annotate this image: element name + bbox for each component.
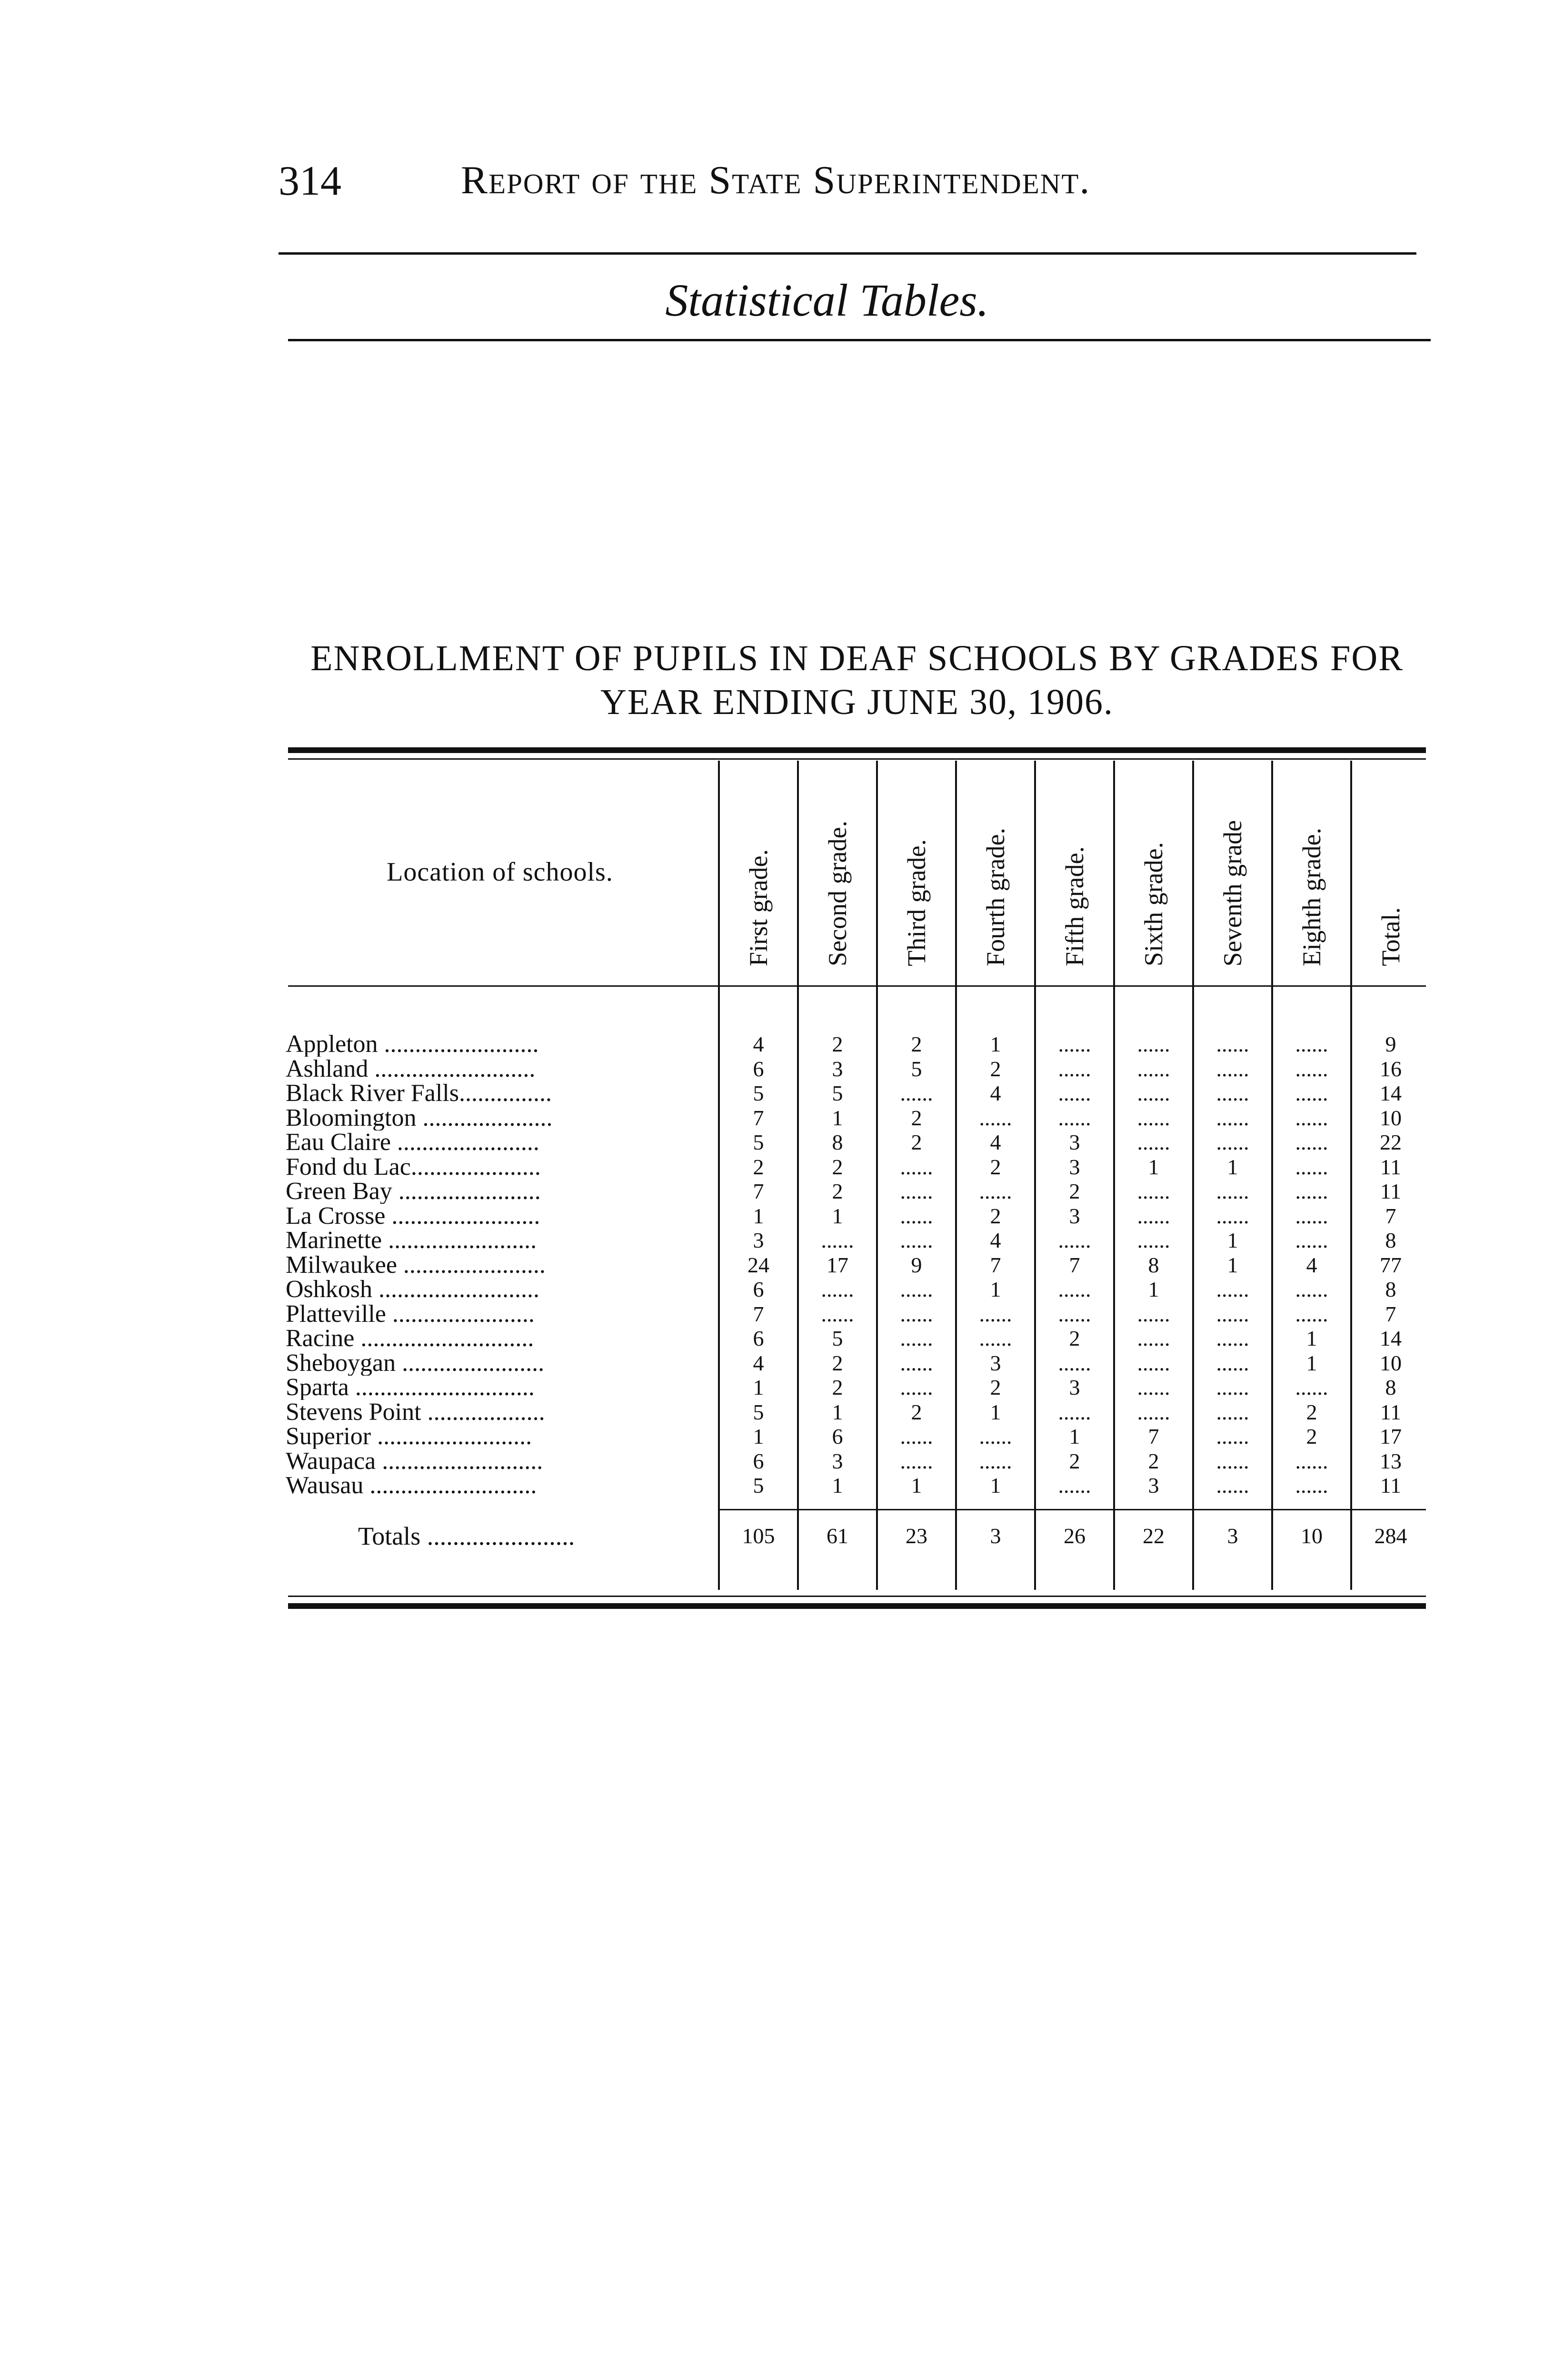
table-cell: ...... <box>1216 1081 1249 1105</box>
table-cell: 4 <box>990 1130 1001 1154</box>
table-cell: ...... <box>900 1302 933 1326</box>
school-location: Milwaukee ....................... <box>286 1253 546 1278</box>
table-cell: 77 <box>1380 1253 1402 1277</box>
table-cell: 2 <box>832 1375 843 1399</box>
table-cell: ...... <box>979 1326 1012 1350</box>
table-cell: ...... <box>1058 1057 1091 1081</box>
table-cell: 11 <box>1380 1400 1402 1424</box>
table-cell: 14 <box>1380 1326 1402 1350</box>
school-location: Wausau ........................... <box>286 1473 537 1498</box>
table-cell: 1 <box>1148 1277 1159 1301</box>
school-location: Marinette ........................ <box>286 1228 537 1253</box>
table-cell: ...... <box>1216 1351 1249 1375</box>
running-title: Report of the State Superintendent. <box>461 158 1091 202</box>
table-cell: ...... <box>1137 1057 1170 1081</box>
table-cell: 7 <box>1385 1302 1396 1326</box>
table-cell: 3 <box>753 1228 764 1252</box>
table-cell: 1 <box>911 1473 922 1497</box>
table-cell: ...... <box>1137 1130 1170 1154</box>
table-cell: ...... <box>1137 1179 1170 1203</box>
table-cell: 6 <box>753 1326 764 1350</box>
table-cell: 2 <box>832 1179 843 1203</box>
table-cell: ...... <box>979 1302 1012 1326</box>
table-cell: 4 <box>753 1032 764 1056</box>
col-header-fifth-grade: Fifth grade. <box>1060 846 1089 966</box>
table-cell: ...... <box>1295 1155 1328 1179</box>
col-header-fourth-grade: Fourth grade. <box>981 828 1010 966</box>
section-title: Statistical Tables. <box>665 275 989 326</box>
table-cell: 11 <box>1380 1179 1402 1203</box>
table-cell: 17 <box>1380 1424 1402 1448</box>
table-title-line-1: ENROLLMENT OF PUPILS IN DEAF SCHOOLS BY GRADES FOR <box>310 638 1404 678</box>
total-cell: 22 <box>1143 1524 1165 1548</box>
table-cell: ...... <box>1058 1032 1091 1056</box>
table-cell: 1 <box>1227 1228 1238 1252</box>
school-location: Waupaca .......................... <box>286 1449 543 1474</box>
table-cell: ...... <box>1295 1277 1328 1301</box>
table-cell: 1 <box>990 1400 1001 1424</box>
table-cell: ...... <box>1216 1375 1249 1399</box>
table-cell: 1 <box>990 1473 1001 1497</box>
total-cell: 3 <box>990 1524 1001 1548</box>
table-cell: 24 <box>747 1253 769 1277</box>
school-location: Black River Falls............... <box>286 1081 552 1106</box>
table-cell: 5 <box>832 1081 843 1105</box>
col-header-second-grade: Second grade. <box>823 821 852 966</box>
table-cell: 1 <box>1227 1155 1238 1179</box>
table-cell: ...... <box>1216 1400 1249 1424</box>
location-column-header: Location of schools. <box>387 857 613 887</box>
table-cell: ...... <box>1216 1449 1249 1473</box>
table-cell: 1 <box>753 1204 764 1228</box>
table-cell: ...... <box>979 1449 1012 1473</box>
table-cell: 7 <box>1148 1424 1159 1448</box>
table-cell: 7 <box>753 1302 764 1326</box>
table-cell: ...... <box>900 1326 933 1350</box>
table-cell: ...... <box>1137 1400 1170 1424</box>
totals-label: Totals ....................... <box>358 1522 575 1550</box>
table-cell: 4 <box>990 1081 1001 1105</box>
total-cell: 284 <box>1374 1524 1407 1548</box>
table-cell: ...... <box>900 1081 933 1105</box>
table-cell: ...... <box>900 1155 933 1179</box>
table-title-line-2: YEAR ENDING JUNE 30, 1906. <box>600 682 1114 722</box>
table-cell: 2 <box>832 1351 843 1375</box>
table-cell: 1 <box>832 1400 843 1424</box>
table-cell: 2 <box>911 1400 922 1424</box>
table-cell: 5 <box>753 1473 764 1497</box>
school-location: Oshkosh .......................... <box>286 1277 540 1302</box>
table-cell: 8 <box>1385 1277 1396 1301</box>
table-cell: 6 <box>753 1277 764 1301</box>
table-cell: ...... <box>1216 1032 1249 1056</box>
table-cell: 8 <box>1385 1375 1396 1399</box>
school-location: Stevens Point ................... <box>286 1400 545 1425</box>
table-cell: 2 <box>911 1032 922 1056</box>
table-cell: 3 <box>1069 1204 1080 1228</box>
table-cell: ...... <box>1137 1351 1170 1375</box>
school-location: Green Bay ....................... <box>286 1179 541 1204</box>
table-cell: ...... <box>821 1277 854 1301</box>
school-location: Ashland .......................... <box>286 1057 536 1081</box>
table-cell: 11 <box>1380 1155 1402 1179</box>
table-cell: ...... <box>1295 1081 1328 1105</box>
table-cell: 4 <box>753 1351 764 1375</box>
col-header-sixth-grade: Sixth grade. <box>1139 842 1168 966</box>
table-cell: ...... <box>1058 1081 1091 1105</box>
table-cell: 1 <box>1148 1155 1159 1179</box>
table-cell: 1 <box>753 1375 764 1399</box>
total-cell: 61 <box>827 1524 848 1548</box>
table-cell: ...... <box>900 1375 933 1399</box>
table-cell: 8 <box>832 1130 843 1154</box>
table-cell: 6 <box>832 1424 843 1448</box>
table-cell: ...... <box>1216 1424 1249 1448</box>
header-rule-bottom <box>288 339 1431 341</box>
school-location: Eau Claire ....................... <box>286 1130 539 1155</box>
table-cell: 3 <box>1069 1155 1080 1179</box>
col-header-eighth-grade: Eighth grade. <box>1297 828 1326 966</box>
table-cell: 2 <box>1306 1424 1317 1448</box>
school-location: Sheboygan ....................... <box>286 1351 545 1376</box>
school-location: Racine ............................ <box>286 1326 534 1351</box>
table-cell: 2 <box>911 1106 922 1130</box>
table-cell: ...... <box>1137 1204 1170 1228</box>
table-cell: 2 <box>1069 1179 1080 1203</box>
table-cell: 1 <box>990 1032 1001 1056</box>
school-location: Appleton ......................... <box>286 1032 539 1057</box>
table-cell: ...... <box>1216 1326 1249 1350</box>
table-cell: ...... <box>1295 1302 1328 1326</box>
table-cell: 3 <box>1069 1375 1080 1399</box>
table-cell: ...... <box>1216 1302 1249 1326</box>
table-cell: 1 <box>1227 1253 1238 1277</box>
table-cell: 7 <box>1069 1253 1080 1277</box>
table-cell: ...... <box>1295 1179 1328 1203</box>
table-cell: ...... <box>1137 1302 1170 1326</box>
table-cell: ...... <box>1058 1277 1091 1301</box>
table-cell: 2 <box>1069 1449 1080 1473</box>
table-cell: 6 <box>753 1057 764 1081</box>
table-cell: 7 <box>1385 1204 1396 1228</box>
col-header-total: Total. <box>1376 907 1405 966</box>
col-header-first-grade: First grade. <box>744 849 773 966</box>
table-cell: 4 <box>1306 1253 1317 1277</box>
table-cell: ...... <box>900 1204 933 1228</box>
table-cell: ...... <box>900 1277 933 1301</box>
total-cell: 3 <box>1227 1524 1238 1548</box>
total-cell: 105 <box>742 1524 775 1548</box>
table-cell: 1 <box>1306 1351 1317 1375</box>
total-cell: 10 <box>1301 1524 1323 1548</box>
table-cell: 11 <box>1380 1473 1402 1497</box>
table-cell: ...... <box>1058 1400 1091 1424</box>
table-cell: 3 <box>1148 1473 1159 1497</box>
total-cell: 23 <box>906 1524 927 1548</box>
table-rule-bottom <box>288 1603 1426 1609</box>
table-cell: ...... <box>1216 1179 1249 1203</box>
table-cell: 2 <box>1306 1400 1317 1424</box>
table-cell: ...... <box>900 1449 933 1473</box>
table-cell: 14 <box>1380 1081 1402 1105</box>
header-body-divider <box>288 985 1426 987</box>
school-location: Bloomington ..................... <box>286 1106 553 1130</box>
table-cell: 10 <box>1380 1106 1402 1130</box>
table-cell: 1 <box>1069 1424 1080 1448</box>
table-cell: 2 <box>1069 1326 1080 1350</box>
table-cell: ...... <box>1295 1375 1328 1399</box>
table-cell: 8 <box>1148 1253 1159 1277</box>
table-cell: ...... <box>979 1179 1012 1203</box>
table-cell: ...... <box>1058 1302 1091 1326</box>
table-cell: ...... <box>1216 1130 1249 1154</box>
table-cell: ...... <box>1216 1204 1249 1228</box>
table-cell: 2 <box>990 1155 1001 1179</box>
table-cell: 3 <box>832 1057 843 1081</box>
table-rule-bottom-thin <box>288 1596 1426 1597</box>
table-cell: ...... <box>979 1424 1012 1448</box>
table-cell: ...... <box>1058 1473 1091 1497</box>
table-cell: ...... <box>1295 1106 1328 1130</box>
table-cell: ...... <box>1216 1057 1249 1081</box>
table-cell: ...... <box>1295 1473 1328 1497</box>
table-cell: 5 <box>753 1130 764 1154</box>
table-rule-top <box>288 747 1426 753</box>
table-cell: 5 <box>911 1057 922 1081</box>
table-cell: 5 <box>753 1400 764 1424</box>
table-cell: 9 <box>911 1253 922 1277</box>
table-cell: 8 <box>1385 1228 1396 1252</box>
table-cell: ...... <box>1295 1130 1328 1154</box>
table-cell: ...... <box>1137 1032 1170 1056</box>
table-cell: ...... <box>1137 1326 1170 1350</box>
table-cell: 16 <box>1380 1057 1402 1081</box>
table-cell: ...... <box>821 1302 854 1326</box>
table-cell: 2 <box>990 1057 1001 1081</box>
table-cell: 7 <box>990 1253 1001 1277</box>
table-cell: 2 <box>753 1155 764 1179</box>
table-cell: ...... <box>979 1106 1012 1130</box>
table-cell: ...... <box>1058 1351 1091 1375</box>
table-cell: ...... <box>1216 1473 1249 1497</box>
table-cell: 4 <box>990 1228 1001 1252</box>
totals-divider <box>719 1509 1426 1510</box>
page-number: 314 <box>279 158 341 204</box>
table-cell: ...... <box>1058 1106 1091 1130</box>
table-cell: 2 <box>911 1130 922 1154</box>
table-cell: 5 <box>753 1081 764 1105</box>
table-cell: 2 <box>832 1155 843 1179</box>
school-location: Fond du Lac..................... <box>286 1155 541 1180</box>
table-cell: ...... <box>900 1228 933 1252</box>
table-cell: 6 <box>753 1449 764 1473</box>
table-cell: 3 <box>990 1351 1001 1375</box>
table-cell: 22 <box>1380 1130 1402 1154</box>
table-cell: 1 <box>1306 1326 1317 1350</box>
school-location: Superior ......................... <box>286 1424 532 1449</box>
table-cell: 1 <box>832 1106 843 1130</box>
header-rule-top <box>279 252 1416 255</box>
table-cell: 2 <box>832 1032 843 1056</box>
table-cell: 1 <box>832 1204 843 1228</box>
table-cell: ...... <box>1295 1204 1328 1228</box>
table-cell: ...... <box>900 1424 933 1448</box>
col-header-third-grade: Third grade. <box>902 839 931 966</box>
table-cell: 7 <box>753 1106 764 1130</box>
table-cell: 1 <box>832 1473 843 1497</box>
table-cell: ...... <box>821 1228 854 1252</box>
table-cell: 2 <box>1148 1449 1159 1473</box>
table-cell: ...... <box>1295 1057 1328 1081</box>
table-cell: ...... <box>1058 1228 1091 1252</box>
table-cell: 5 <box>832 1326 843 1350</box>
table-cell: 13 <box>1380 1449 1402 1473</box>
table-cell: ...... <box>1295 1228 1328 1252</box>
table-cell: ...... <box>1137 1228 1170 1252</box>
table-cell: ...... <box>1216 1106 1249 1130</box>
table-cell: ...... <box>1137 1375 1170 1399</box>
table-cell: ...... <box>1295 1032 1328 1056</box>
table-cell: 3 <box>1069 1130 1080 1154</box>
table-cell: 7 <box>753 1179 764 1203</box>
table-cell: 10 <box>1380 1351 1402 1375</box>
school-location: Sparta ............................. <box>286 1375 535 1400</box>
table-cell: ...... <box>1216 1277 1249 1301</box>
table-cell: 2 <box>990 1204 1001 1228</box>
table-cell: 1 <box>990 1277 1001 1301</box>
table-cell: ...... <box>1137 1081 1170 1105</box>
table-cell: 9 <box>1385 1032 1396 1056</box>
total-cell: 26 <box>1064 1524 1086 1548</box>
school-location: La Crosse ........................ <box>286 1204 540 1229</box>
table-cell: ...... <box>900 1351 933 1375</box>
table-cell: ...... <box>900 1179 933 1203</box>
table-cell: ...... <box>1295 1449 1328 1473</box>
col-header-seventh-grade: Seventh grade <box>1218 820 1247 966</box>
table-cell: 17 <box>827 1253 848 1277</box>
table-cell: 2 <box>990 1375 1001 1399</box>
table-cell: 3 <box>832 1449 843 1473</box>
table-cell: ...... <box>1137 1106 1170 1130</box>
table-cell: 1 <box>753 1424 764 1448</box>
school-location: Platteville ....................... <box>286 1302 535 1327</box>
